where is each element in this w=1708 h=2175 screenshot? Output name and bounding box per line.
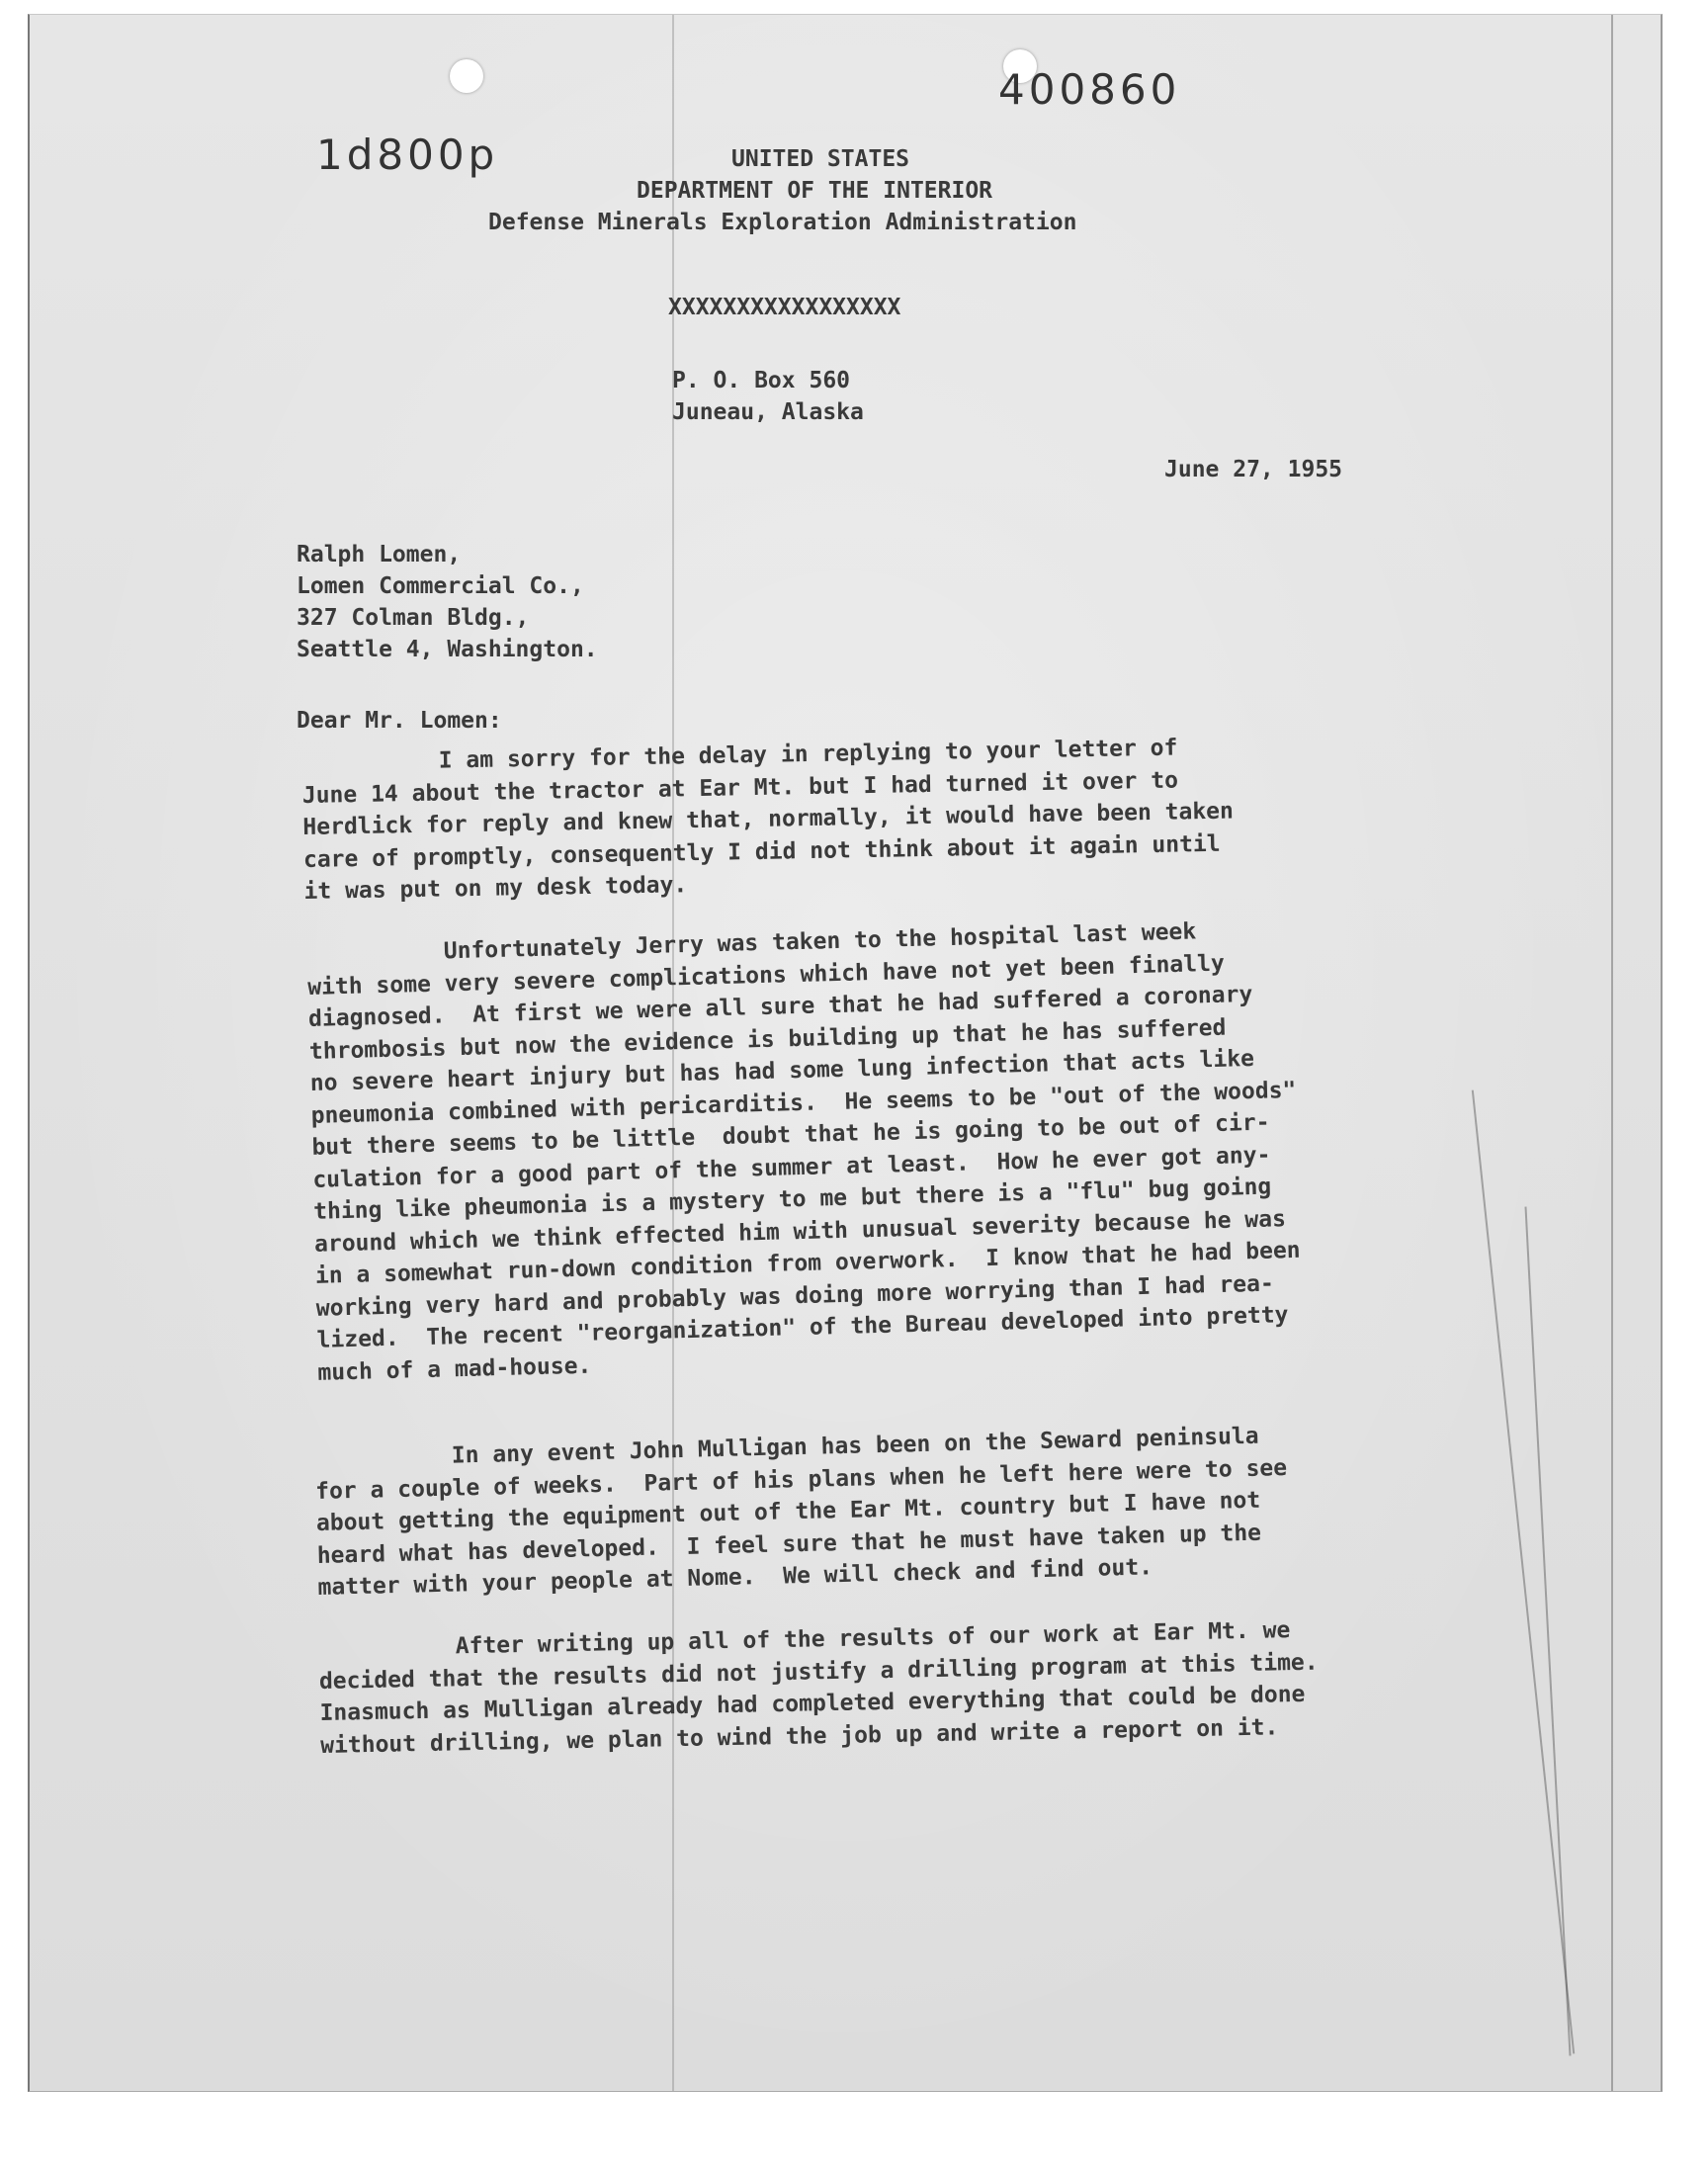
fold-line [1611, 15, 1613, 2091]
sender-address-line-1: P. O. Box 560 [672, 368, 851, 393]
body-paragraph-4: After writing up all of the results of our work at Ear Mt. we decided that the results did not justify a drilling program at this time. Inasmuch as Mulligan already had completed everything that could be done without drilling, we plan to wind the job up and write a report on it. [318, 1617, 1319, 1759]
handwritten-document-number: 400860 [998, 65, 1181, 114]
recipient-street: 327 Colman Bldg., [297, 605, 530, 631]
sender-address-line-2: Juneau, Alaska [672, 399, 864, 425]
body-paragraph-1: I am sorry for the delay in replying to your letter of June 14 about the tractor at Ear Mt. but I had turned it over to Herdlick for reply and knew that, normally, it would have been taken care of promptly, consequently I did not think about it again until it was put on my desk today. [301, 735, 1235, 905]
recipient-city: Seattle 4, Washington. [297, 637, 598, 662]
body-paragraph-3: In any event John Mulligan has been on the Seward peninsula for a couple of weeks. Part of his plans when he left here were to see about getting the equipment out of the Ear Mt. country but I have not heard what has developed. I feel sure that he must have taken up the matter with your people at Nome. We will check and find out. [314, 1423, 1288, 1601]
letterhead-line-1: UNITED STATES [731, 146, 910, 172]
handwritten-file-number: 1d800p [316, 130, 499, 179]
struck-out-text: XXXXXXXXXXXXXXXXX [668, 295, 901, 320]
recipient-company: Lomen Commercial Co., [297, 573, 584, 599]
salutation: Dear Mr. Lomen: [297, 708, 502, 734]
letter-date: June 27, 1955 [1164, 457, 1343, 482]
letterhead-line-3: Defense Minerals Exploration Administration [488, 210, 1077, 235]
punch-hole [450, 59, 483, 93]
letterhead-line-2: DEPARTMENT OF THE INTERIOR [637, 178, 993, 204]
recipient-name: Ralph Lomen, [297, 542, 462, 567]
body-paragraph-2: Unfortunately Jerry was taken to the hospital last week with some very severe complications which have not yet been finally diagnosed. At first we were all sure that he had suffered a coronary thrombosis but now the evidence is building up that he has suffered no severe heart injury but has had some lung infection that acts like pneumonia combined with pericarditis. He seems to be "out of the woods" but there seems to be little doubt that he is going to be out of cir- culation for a good part of the summer at least. How he ever got any- thing like pheumonia is a mystery to me but there is a "flu" bug going around which we think effected him with unusual severity because he was in a somewhat run-down condition from overwork. I know that he had been working very hard and probably was doing more worrying than I had rea- lized. The recent "reorganization" of the Bureau developed into pretty much of a mad-house. [306, 918, 1301, 1386]
